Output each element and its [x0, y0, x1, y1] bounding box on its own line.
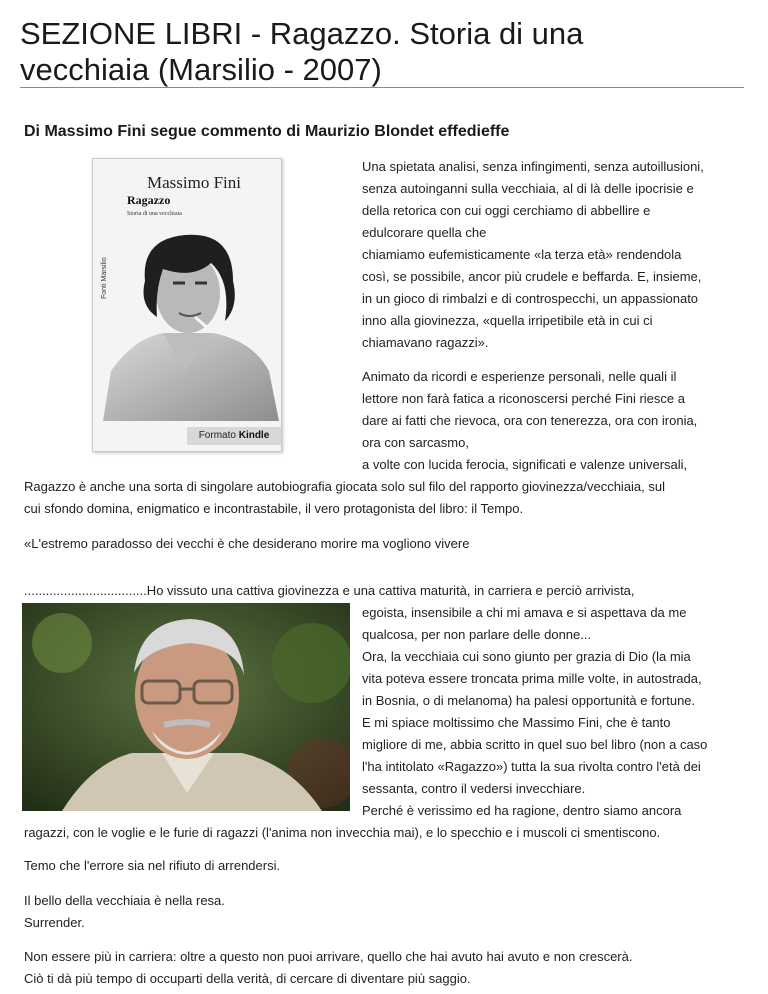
commentary-line: Ora, la vecchiaia cui sono giunto per grazia di Dio (la mia	[362, 649, 691, 664]
description-line: Animato da ricordi e esperienze personali, nelle quali il	[362, 369, 677, 384]
kindle-badge-prefix: Formato	[198, 430, 236, 441]
description-line: lettore non farà fatica a riconoscersi perché Fini riesce a	[362, 391, 685, 406]
commentary-continuation: ragazzi, con le voglie e le furie di ragazzi (l'anima non invecchia mai), e lo specchio e i muscoli ci smentiscono.	[24, 825, 661, 840]
description-line: a volte con lucida ferocia, significati e valenze universali,	[362, 457, 688, 472]
commentary-first-line: ..................................Ho vissuto una cattiva giovinezza e una cattiva maturità, in carriera e perciò arrivista,	[24, 583, 635, 598]
career-line: Ciò ti dà più tempo di occuparti della verità, di cercare di diventare più saggio.	[24, 971, 471, 986]
intro-line: inno alla giovinezza, «quella irripetibile età in cui ci	[362, 313, 653, 328]
surrender-line: Il bello della vecchiaia è nella resa.	[24, 893, 225, 908]
intro-line: chiamiamo eufemisticamente «la terza età» rendendola	[362, 247, 682, 262]
page-title-line-2: vecchiaia (Marsilio - 2007)	[20, 52, 382, 87]
commentary-line: in Bosnia, o di melanoma) ha palesi opportunità e fortune.	[362, 693, 696, 708]
quote-paragraph: «L'estremo paradosso dei vecchi è che desiderano morire ma vogliono vivere	[24, 536, 470, 551]
commentary-line: migliore di me, abbia scritto in quel suo bel libro (non a caso	[362, 737, 708, 752]
error-paragraph: Temo che l'errore sia nel rifiuto di arrendersi.	[24, 858, 281, 873]
kindle-badge-strong: Kindle	[238, 430, 270, 441]
book-cover-kindle-badge	[187, 427, 281, 445]
commentary-paragraph	[362, 602, 707, 822]
commentary-line: vita poteva essere troncata prima mille volte, in autostrada,	[362, 671, 702, 686]
surrender-paragraph	[24, 890, 225, 934]
book-cover-image	[92, 158, 282, 452]
article-subtitle: Di Massimo Fini segue commento di Maurizio Blondet effedieffe	[24, 123, 510, 140]
page-title-line-1: SEZIONE LIBRI - Ragazzo. Storia di una	[20, 16, 584, 51]
intro-line: della retorica con cui oggi cerchiamo di abbellire e	[362, 203, 651, 218]
career-line: Non essere più in carriera: oltre a questo non puoi arrivare, quello che hai avuto hai avuto e non crescerà.	[24, 949, 633, 964]
author-portrait	[22, 603, 350, 811]
commentary-line: sessanta, contro il vedersi invecchiare.	[362, 781, 586, 796]
description-line: Ragazzo è anche una sorta di singolare autobiografia giocata solo sul filo del rapporto giovinezza/vecchiaia, sul	[24, 479, 666, 494]
commentary-line: E mi spiace moltissimo che Massimo Fini, che è tanto	[362, 715, 671, 730]
description-line: dare ai fatti che rievoca, ora con tenerezza, ora con ironia,	[362, 413, 698, 428]
book-description-paragraph	[362, 366, 697, 476]
intro-paragraph	[362, 156, 704, 354]
intro-line: Una spietata analisi, senza infingimenti, senza autoillusioni,	[362, 159, 704, 174]
intro-line: chiamavano ragazzi».	[362, 335, 489, 350]
commentary-line: egoista, insensibile a chi mi amava e si aspettava da me	[362, 605, 687, 620]
book-description-continuation	[24, 476, 665, 520]
career-paragraph	[24, 946, 632, 990]
description-line: cui sfondo domina, enigmatico e incontrastabile, il vero protagonista del libro: il Tempo.	[24, 501, 524, 516]
intro-line: senza autoinganni sulla vecchiaia, al di là delle ipocrisie e	[362, 181, 694, 196]
book-cover-spine-text: Fonti Marsilio	[101, 257, 108, 299]
commentary-line: Perché è verissimo ed ha ragione, dentro siamo ancora	[362, 803, 682, 818]
surrender-line: Surrender.	[24, 915, 85, 930]
intro-line: in un gioco di rimbalzi e di controspecchi, un appassionato	[362, 291, 699, 306]
book-cover-author: Massimo Fini	[147, 173, 241, 192]
book-cover-title: Ragazzo	[127, 193, 171, 207]
book-cover-subtitle: Storia di una vecchiaia	[127, 211, 182, 217]
title-divider	[20, 87, 744, 88]
intro-line: così, se possibile, ancor più crudele e beffarda. E, insieme,	[362, 269, 702, 284]
description-line: ora con sarcasmo,	[362, 435, 469, 450]
commentary-line: l'ha intitolato «Ragazzo») tutta la sua rivolta contro l'età dei	[362, 759, 701, 774]
book-cover-portrait	[93, 221, 281, 421]
author-photo	[22, 603, 350, 811]
commentary-line: qualcosa, per non parlare delle donne...	[362, 627, 592, 642]
page-title	[20, 16, 750, 88]
intro-line: edulcorare quella che	[362, 225, 487, 240]
